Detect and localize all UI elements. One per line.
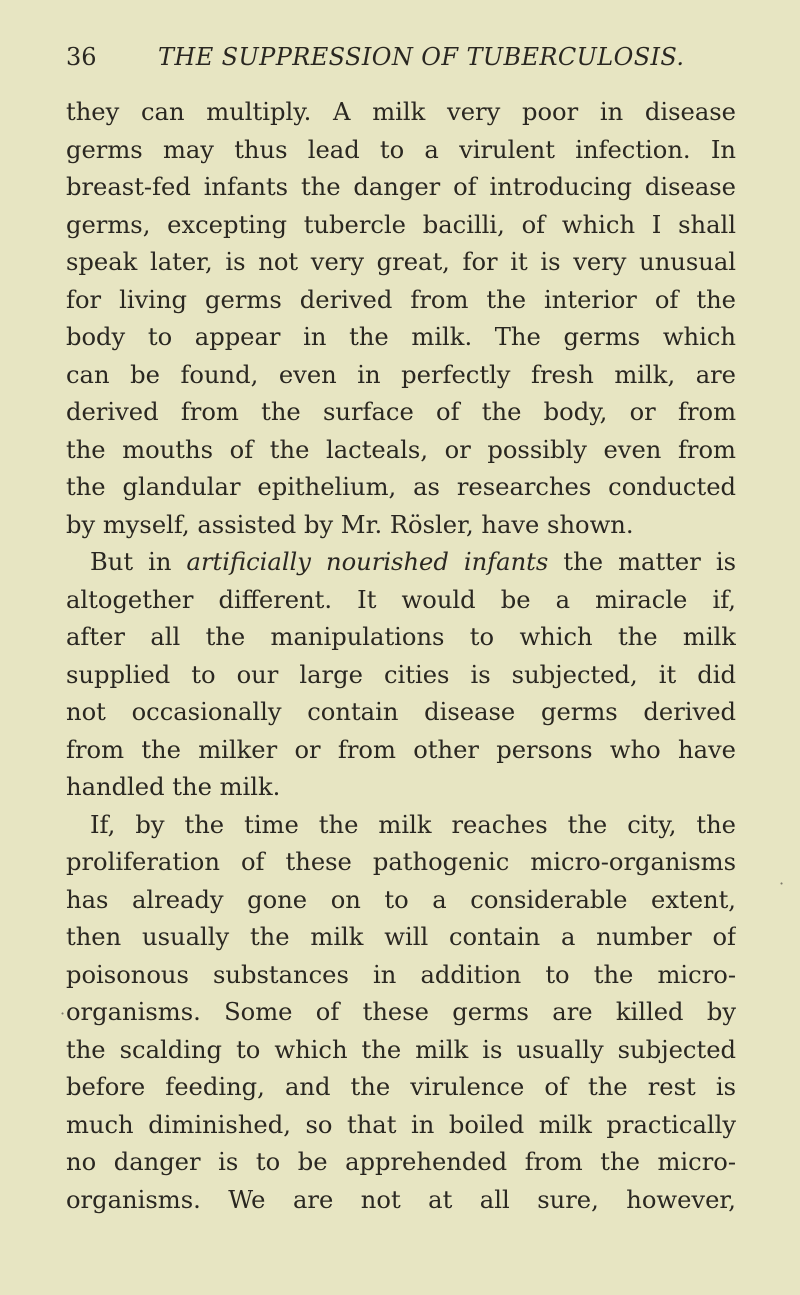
text-line: derived from the surface of the body, or from: [66, 398, 736, 426]
text-line: after all the manipulations to which the milk: [66, 623, 736, 651]
running-title: THE SUPPRESSION OF TUBERCULOSIS.: [158, 43, 685, 71]
text-line: handled the milk.: [66, 773, 281, 801]
italic-phrase: artificially nourished infants: [186, 548, 549, 576]
text-line: germs, excepting tubercle bacilli, of which I shall: [66, 210, 736, 239]
text-line: breast-fed infants the danger of introducing disease: [66, 173, 736, 201]
text-line: germs may thus lead to a virulent infection. In: [66, 135, 736, 164]
page-number: 36: [66, 43, 97, 71]
running-head: [66, 42, 736, 72]
text-line: no danger is to be apprehended from the micro-: [66, 1148, 736, 1176]
body-text: [66, 94, 736, 1219]
text-run: But in: [90, 548, 187, 576]
text-line: much diminished, so that in boiled milk practically: [66, 1110, 736, 1139]
text-line: they can multiply. A milk very poor in disease: [66, 98, 736, 126]
text-line: altogether different. It would be a miracle if,: [66, 585, 736, 614]
text-line: body to appear in the milk. The germs which: [66, 323, 736, 351]
text-line: speak later, is not very great, for it is very unusual: [66, 248, 736, 276]
text-line: If, by the time the milk reaches the city, the: [90, 810, 736, 839]
text-line: has already gone on to a considerable extent,: [66, 885, 736, 914]
text-line: then usually the milk will contain a number of: [66, 923, 736, 951]
text-line: not occasionally contain disease germs derived: [66, 698, 736, 726]
text-line: can be found, even in perfectly fresh milk, are: [66, 360, 736, 389]
text-line: from the milker or from other persons who have: [66, 735, 736, 764]
text-line: [66, 544, 736, 582]
text-line: by myself, assisted by Mr. Rösler, have shown.: [66, 510, 634, 539]
text-line: supplied to our large cities is subjected, it did: [66, 660, 736, 689]
text-line: for living germs derived from the interior of the: [66, 285, 736, 314]
text-line: the mouths of the lacteals, or possibly even from: [66, 435, 736, 464]
text-line: the scalding to which the milk is usually subjected: [66, 1035, 736, 1064]
text-line: poisonous substances in addition to the micro-: [66, 960, 736, 989]
text-line: the glandular epithelium, as researches conducted: [66, 473, 736, 501]
text-run: the matter is: [548, 548, 736, 576]
text-line: proliferation of these pathogenic micro-organisms: [66, 848, 736, 876]
text-line: before feeding, and the virulence of the rest is: [66, 1073, 736, 1101]
stray-print-mark: ·: [779, 874, 785, 893]
text-line: organisms. We are not at all sure, however,: [66, 1185, 736, 1214]
text-line: organisms. Some of these germs are killed by: [66, 998, 736, 1026]
stray-print-mark: ·: [60, 1004, 66, 1023]
